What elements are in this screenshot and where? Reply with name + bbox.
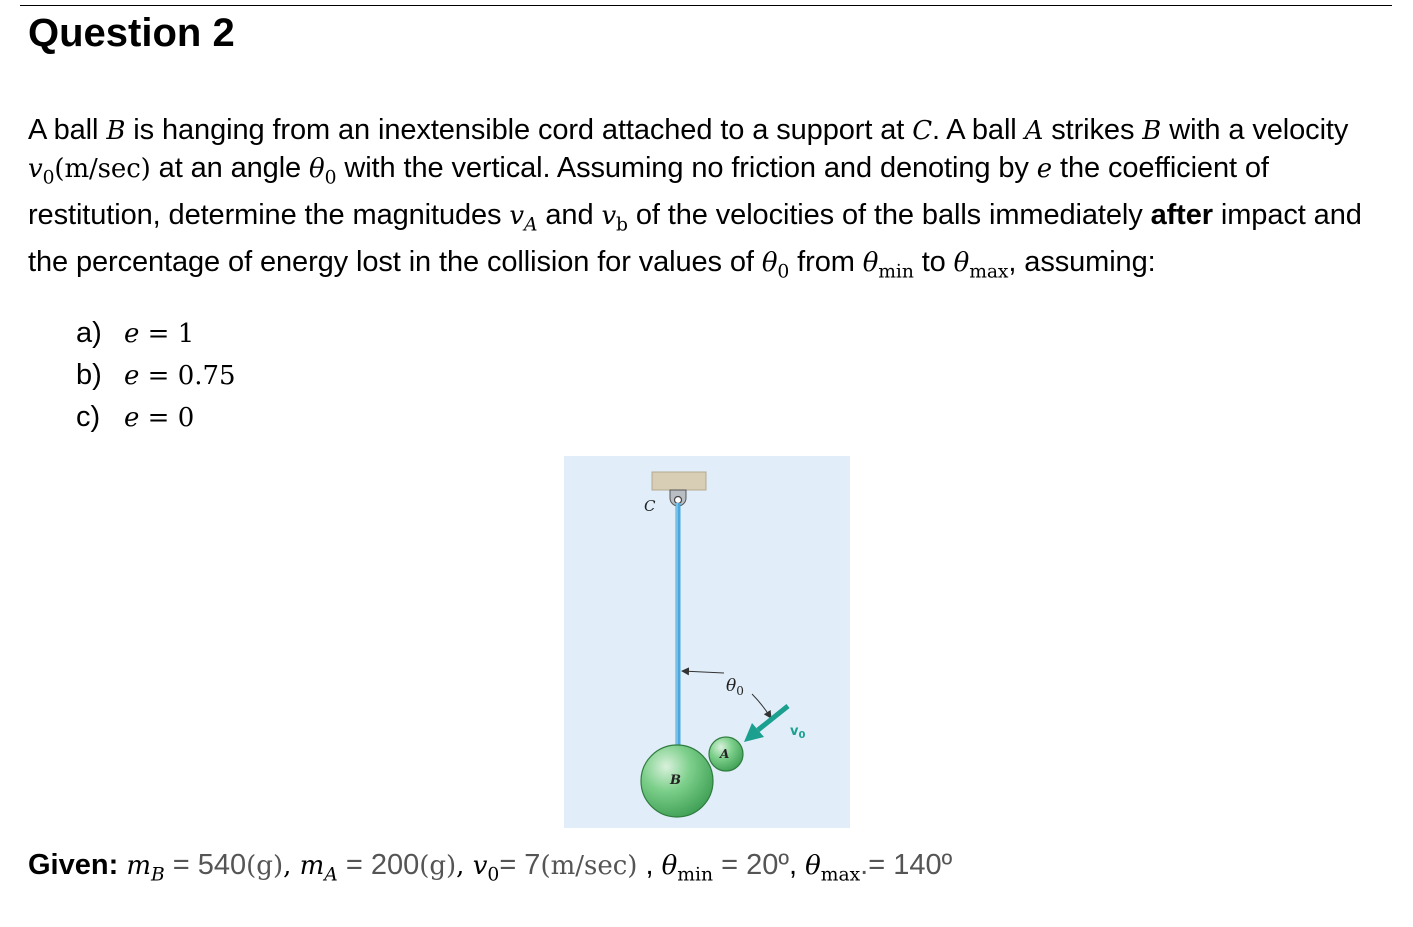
value-theta-max: .= 140º [860, 849, 953, 881]
symbol-theta-max [953, 247, 1009, 283]
text: = 540 [164, 849, 247, 881]
separator: , [456, 851, 473, 881]
value-ma [338, 849, 456, 881]
ceiling-support [652, 472, 706, 490]
symbol-ma [299, 851, 338, 886]
text: (m/sec) [540, 851, 638, 881]
case-label: c) [76, 401, 101, 433]
text: with the vertical. Assuming no friction and denoting by [336, 152, 1037, 185]
text: max [820, 864, 861, 886]
cord [676, 503, 681, 749]
text: and [537, 198, 602, 231]
value-v0 [499, 849, 637, 881]
text: v [28, 154, 43, 185]
text: θ [862, 247, 879, 278]
case-value: = 0 [139, 403, 195, 433]
symbol-va [509, 200, 538, 236]
angle-label: $\theta_0$ [726, 676, 744, 698]
problem-statement [28, 112, 1398, 290]
case-symbol: e [124, 361, 140, 391]
value-theta-min: = 20º [713, 849, 789, 881]
case-label: a) [76, 317, 102, 349]
text: A ball [28, 114, 107, 146]
case-value: = 0.75 [139, 361, 236, 391]
ball-a-label: A [720, 747, 730, 761]
symbol-ball-b: B [106, 116, 126, 146]
text: max [969, 261, 1009, 283]
text: = 200 [337, 849, 420, 881]
ball-b-label: B [670, 773, 681, 788]
text: (g) [246, 851, 284, 881]
text: with a velocity [1161, 114, 1349, 146]
text: θ [309, 154, 325, 185]
text: to [913, 245, 954, 278]
text: 0 [487, 864, 500, 886]
case-value: = 1 [139, 319, 195, 349]
text: b [616, 214, 628, 236]
case-item [76, 397, 236, 439]
text: A [524, 214, 538, 236]
text: min [878, 261, 914, 283]
separator: , [788, 849, 806, 881]
case-item [76, 355, 236, 397]
text: impact and the percentage of energy lost in the collision for values of [28, 198, 1362, 278]
text: min [677, 864, 714, 886]
text: (g) [419, 851, 457, 881]
given-label: Given: [28, 849, 119, 881]
velocity-label: $v_0$ [790, 724, 806, 741]
symbol-mb [126, 851, 165, 886]
text: θ [661, 851, 678, 881]
separator: , [637, 849, 662, 881]
text: the coefficient of restitution, determine the magnitudes [28, 152, 1269, 231]
text: 0 [324, 167, 337, 189]
value-mb [165, 849, 283, 881]
text: at an angle [150, 152, 310, 185]
support-label-c: C [644, 497, 656, 515]
case-label: b) [76, 359, 102, 391]
symbol-support-c: C [912, 116, 932, 146]
text: θ [953, 247, 970, 278]
case-item [76, 313, 236, 355]
text: of the velocities of the balls immediately [627, 198, 1151, 231]
question-title: Question 2 [28, 11, 235, 55]
symbol-theta0 [309, 154, 337, 189]
given-values [28, 845, 952, 896]
symbol-ball-a: A [1024, 116, 1044, 146]
symbol-ball-b: B [1142, 116, 1162, 146]
symbol-v0 [28, 154, 55, 189]
text: v [472, 851, 488, 881]
unit-mps: (m/sec) [54, 154, 151, 185]
text: = 7 [499, 849, 541, 881]
symbol-v0 [472, 851, 500, 886]
symbol-e: e [1036, 154, 1053, 185]
text: v [601, 200, 617, 231]
text: is hanging from an inextensible cord attached to a support at [125, 114, 913, 146]
text: θ [761, 247, 778, 278]
symbol-theta0 [761, 247, 790, 283]
case-list [76, 313, 236, 439]
text: θ [805, 851, 821, 881]
top-rule [20, 5, 1392, 6]
text: 0 [42, 167, 55, 189]
text: v [509, 200, 525, 231]
pendulum-figure [564, 456, 850, 828]
case-symbol: e [124, 403, 140, 433]
symbol-theta-min [862, 247, 914, 283]
text: , assuming: [1008, 245, 1156, 278]
case-symbol: e [124, 319, 140, 349]
separator: , [283, 851, 300, 881]
symbol-theta-min [661, 851, 714, 886]
text: B [150, 864, 165, 886]
text: m [299, 851, 325, 881]
symbol-vb [601, 200, 628, 236]
text: from [789, 245, 863, 278]
text: . A ball [931, 114, 1025, 146]
symbol-theta-max [805, 851, 861, 886]
text: strikes [1043, 114, 1143, 146]
text: A [324, 864, 338, 886]
text: m [126, 851, 151, 881]
text: 0 [777, 261, 790, 283]
emphasis-after: after [1150, 198, 1213, 231]
